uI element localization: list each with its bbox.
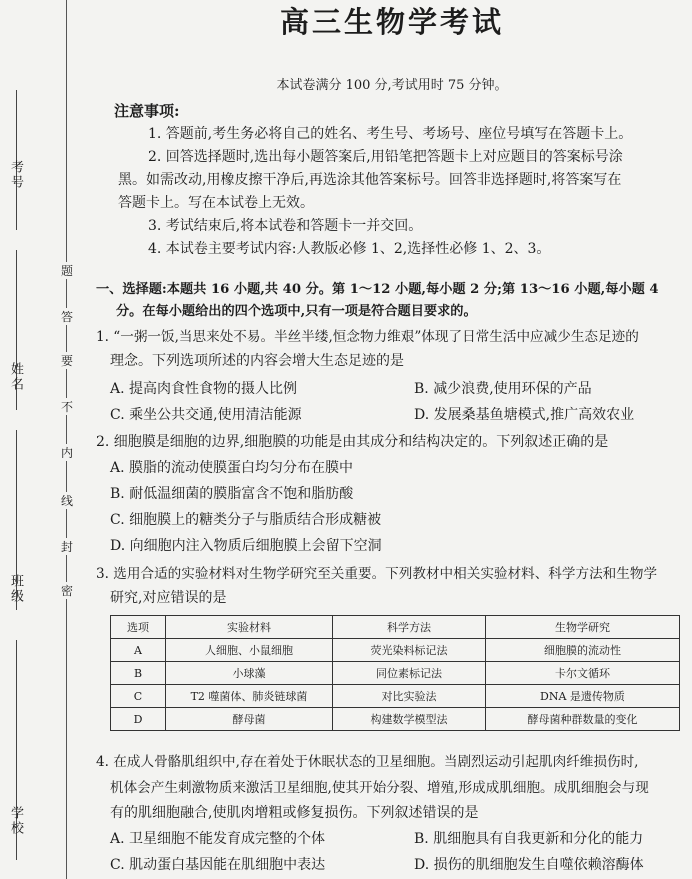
table-cell: 酵母菌 bbox=[166, 708, 333, 731]
seal-char: 内 bbox=[56, 444, 78, 461]
notice-item: 黑。如需改动,用橡皮擦干净后,再选涂其他答案标号。回答非选择题时,将答案写在 bbox=[118, 172, 622, 188]
school-label: 学校 bbox=[8, 806, 23, 836]
seal-char: 不 bbox=[56, 398, 78, 415]
seal-char: 要 bbox=[56, 352, 78, 369]
table-header-cell: 生物学研究 bbox=[486, 616, 680, 639]
table-cell: D bbox=[111, 708, 166, 731]
option-b: B. 减少浪费,使用环保的产品 bbox=[414, 381, 592, 397]
exam-title: 高三生物学考试 bbox=[279, 5, 504, 39]
table-cell: A bbox=[111, 639, 166, 662]
exam-no-label: 考号 bbox=[8, 160, 23, 190]
table-cell: 小球藻 bbox=[166, 662, 333, 685]
question-stem: 机体会产生刺激物质来激活卫星细胞,使其开始分裂、增殖,形成成肌细胞。成肌细胞会与现 bbox=[110, 780, 649, 796]
binding-margin bbox=[0, 0, 88, 879]
name-label: 姓名 bbox=[8, 362, 23, 392]
exam-subtitle: 本试卷满分 100 分,考试用时 75 分钟。 bbox=[276, 78, 508, 93]
seal-line bbox=[66, 0, 67, 879]
table-cell: C bbox=[111, 685, 166, 708]
table-cell: 卡尔文循环 bbox=[486, 662, 680, 685]
section-heading: 分。在每小题给出的四个选项中,只有一项是符合题目要求的。 bbox=[116, 304, 477, 319]
seal-char: 封 bbox=[56, 538, 78, 555]
table-cell: 酵母菌种群数量的变化 bbox=[486, 708, 680, 731]
table-row bbox=[111, 685, 680, 708]
table-header-cell: 科学方法 bbox=[333, 616, 486, 639]
table-header-cell: 选项 bbox=[111, 616, 166, 639]
table-header-row bbox=[111, 616, 680, 639]
table-row bbox=[111, 662, 680, 685]
question-stem: 1. “一粥一饭,当思来处不易。半丝半缕,恒念物力维艰”体现了日常生活中应减少生态足迹的 bbox=[96, 329, 639, 345]
option-a: A. 提高肉食性食物的摄人比例 bbox=[110, 381, 298, 397]
option-b: B. 耐低温细菌的膜脂富含不饱和脂肪酸 bbox=[110, 486, 354, 502]
table-cell: 荧光染料标记法 bbox=[333, 639, 486, 662]
option-c: C. 肌动蛋白基因能在肌细胞中表达 bbox=[110, 857, 326, 873]
notice-heading: 注意事项: bbox=[114, 102, 180, 120]
notice-item: 1. 答题前,考生务必将自己的姓名、考生号、考场号、座位号填写在答题卡上。 bbox=[148, 126, 633, 142]
table-row bbox=[111, 639, 680, 662]
table-cell: T2 噬菌体、肺炎链球菌 bbox=[166, 685, 333, 708]
option-b: B. 肌细胞具有自我更新和分化的能力 bbox=[414, 831, 644, 847]
seal-char: 线 bbox=[56, 492, 78, 509]
option-c: C. 乘坐公共交通,使用清洁能源 bbox=[110, 407, 302, 423]
notice-item: 3. 考试结束后,将本试卷和答题卡一并交回。 bbox=[148, 218, 423, 234]
class-label: 班级 bbox=[8, 574, 23, 604]
table-cell: B bbox=[111, 662, 166, 685]
seal-char: 答 bbox=[56, 308, 78, 325]
option-a: A. 卫星细胞不能发育成完整的个体 bbox=[110, 831, 326, 847]
question-stem: 3. 选用合适的实验材料对生物学研究至关重要。下列教材中相关实验材料、科学方法和生物学 bbox=[96, 566, 658, 582]
option-d: D. 损伤的肌细胞发生自噬依赖溶酶体 bbox=[414, 857, 644, 873]
table-row bbox=[111, 708, 680, 731]
question-stem: 2. 细胞膜是细胞的边界,细胞膜的功能是由其成分和结构决定的。下列叙述正确的是 bbox=[96, 434, 609, 450]
experiment-table bbox=[110, 615, 680, 731]
table-cell: 构建数学模型法 bbox=[333, 708, 486, 731]
notice-item: 4. 本试卷主要考试内容:人教版必修 1、2,选择性必修 1、2、3。 bbox=[148, 241, 551, 257]
seal-char: 密 bbox=[56, 582, 78, 599]
question-stem: 理念。下列选项所述的内容会增大生态足迹的是 bbox=[110, 353, 404, 369]
question-stem: 有的肌细胞融合,使肌肉增粗或修复损伤。下列叙述错误的是 bbox=[110, 805, 479, 821]
section-heading: 一、选择题:本题共 16 小题,共 40 分。第 1～12 小题,每小题 2 分;第 13～16 小题,每小题 4 bbox=[96, 282, 659, 297]
table-cell: 细胞膜的流动性 bbox=[486, 639, 680, 662]
table-cell: 人细胞、小鼠细胞 bbox=[166, 639, 333, 662]
option-d: D. 发展桑基鱼塘模式,推广高效农业 bbox=[414, 407, 635, 423]
question-stem: 研究,对应错误的是 bbox=[110, 590, 227, 606]
table-cell: DNA 是遗传物质 bbox=[486, 685, 680, 708]
table-cell: 对比实验法 bbox=[333, 685, 486, 708]
table-header-cell: 实验材料 bbox=[166, 616, 333, 639]
notice-item: 答题卡上。写在本试卷上无效。 bbox=[118, 195, 314, 211]
question-stem: 4. 在成人骨骼肌组织中,存在着处于休眠状态的卫星细胞。当剧烈运动引起肌肉纤维损伤时, bbox=[96, 754, 639, 770]
notice-item: 2. 回答选择题时,选出每小题答案后,用铅笔把答题卡上对应题目的答案标号涂 bbox=[148, 149, 623, 165]
table-cell: 同位素标记法 bbox=[333, 662, 486, 685]
option-c: C. 细胞膜上的糖类分子与脂质结合形成糖被 bbox=[110, 512, 382, 528]
option-d: D. 向细胞内注入物质后细胞膜上会留下空洞 bbox=[110, 538, 382, 554]
seal-char: 题 bbox=[56, 262, 78, 279]
option-a: A. 膜脂的流动使膜蛋白均匀分布在膜中 bbox=[110, 460, 354, 476]
